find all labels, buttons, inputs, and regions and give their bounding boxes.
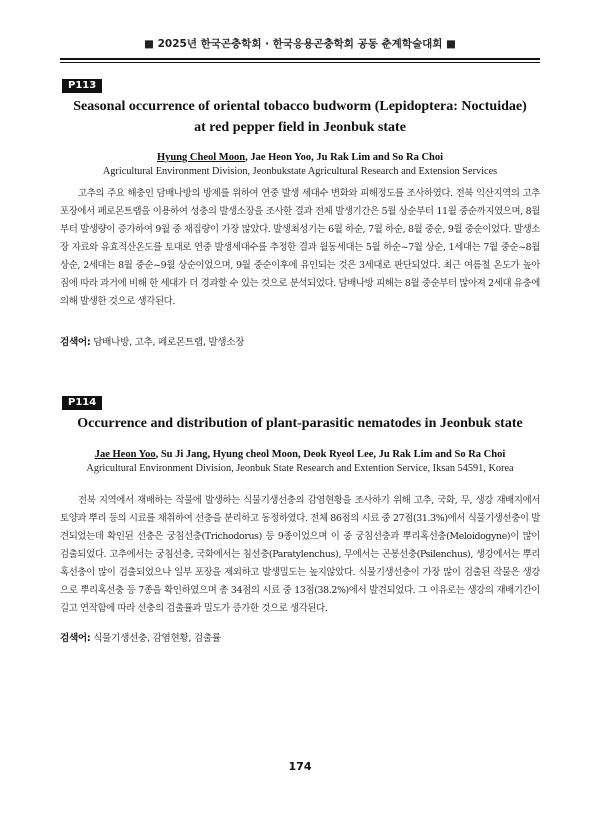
first-author: Hyung Cheol Moon: [156, 152, 246, 163]
conference-header: ■ 2025년 한국곤충학회 · 한국응용곤충학회 공동 춘계학술대회 ■: [144, 38, 456, 50]
keywords-list: 식물기생선충, 감염현황, 검출률: [90, 633, 221, 644]
keywords-label: 검색어:: [60, 633, 91, 644]
paper-abstract: 고추의 주요 해충인 담배나방의 방제를 위하여 연중 발생 세대수 변화와 피해정도를 조사하였다. 전북 익산지역의 고추포장에서 페로몬트랩을 이용하여 성충의 발생소장을 조사한 결과 전체 발생기간은 5월 상순부터 11월 중순까지였으며, 8월부터 발생량이 증가하여 9월 중 채집량이 가장 많았다. 발생최성기는 6월 하순, 7월 하순, 8월 중순, 9월 중순이었다. 발생소장 자료와 유효적산온도를 토대로 연중 발생세대수를 추정한 결과 월동세대는 5월 하순~7월 상순, 1세대는 7월 중순~8월 상순, 2세대는 8월 중순~9월 상순이었으며, 9월 중순이후에 유인되는 것은 3세대로 판단되었다. 최근 여름철 온도가 높아짐에 따라 과거에 비해 한 세대가 더 경과할 수 있는 것으로 분석되었다. 담배나방 피해는 8월 중순부터 많아져 2세대 유충에 의해 발생한 것으로 생각된다.: [60, 188, 540, 307]
paper-abstract: 전북 지역에서 재배하는 작물에 발생하는 식물기생선충의 감염현황을 조사하기 위해 고추, 국화, 무, 생강 재배지에서 토양과 뿌리 등의 시료를 채취하여 선충을 분리하고 동정하였다. 전체 86점의 시료 중 27점(31.3%)에서 식물기생선충이 발견되었는데 확인된 선충은 궁침선충(Trichodorus) 등 9종이었으며 이 중 궁침선충과 뿌리혹선충(Meloidogyne)이 많이 검출되었다. 고추에서는 궁침선충, 국화에서는 침선충(Paratylenchus), 무에서는 곤봉선충(Psilenchus), 생강에서는 뿌리혹선충이 많이 검출되었으나 일부 포장을 제외하고 발생밀도는 높지않았다. 식물기생선충이 가장 많이 검출된 작물은 생강으로 뿌리혹선충 등 7종을 확인하였으며 총 34점의 시료 중 13점(38.2%)에서 발견되었다. 그 이유로는 생강의 재배기간이 길고 연작함에 따라 선충의 검출률과 밀도가 증가한 것으로 생각된다.: [60, 495, 540, 614]
paper-authors: [60, 449, 540, 460]
paper-authors: [60, 152, 540, 163]
paper-id-badge: P113: [62, 79, 102, 93]
paper-affiliation: Agricultural Environment Division, Jeonbuk State Research and Extention Service, Iksan 54591, Korea: [86, 463, 514, 474]
paper-id-badge: P114: [62, 396, 102, 410]
paper-keywords: [60, 630, 540, 644]
keywords-list: 담배나방, 고추, 페로몬트랩, 발생소장: [90, 337, 245, 348]
paper-title-line: Seasonal occurrence of oriental tobacco budworm (Lepidoptera: Noctuidae): [73, 99, 527, 114]
paper-affiliation: Agricultural Environment Division, Jeonbukstate Agricultural Research and Extension Services: [102, 166, 498, 177]
page-number: 174: [288, 760, 312, 773]
keywords-label: 검색어:: [60, 337, 91, 348]
paper-title: [60, 96, 540, 138]
paper-title-line: Occurrence and distribution of plant-parasitic nematodes in Jeonbuk state: [77, 416, 523, 431]
header-rule-thin: [60, 62, 540, 63]
paper-title-line: at red pepper field in Jeonbuk state: [194, 120, 406, 135]
co-authors: , Jae Heon Yoo, Ju Rak Lim and So Ra Choi: [245, 152, 444, 163]
co-authors: , Su Ji Jang, Hyung cheol Moon, Deok Ryeol Lee, Ju Rak Lim and So Ra Choi: [155, 449, 506, 460]
paper-keywords: [60, 334, 540, 348]
header-rule-thick: [60, 58, 540, 60]
first-author: Jae Heon Yoo: [94, 449, 156, 460]
paper-title: [60, 413, 540, 434]
